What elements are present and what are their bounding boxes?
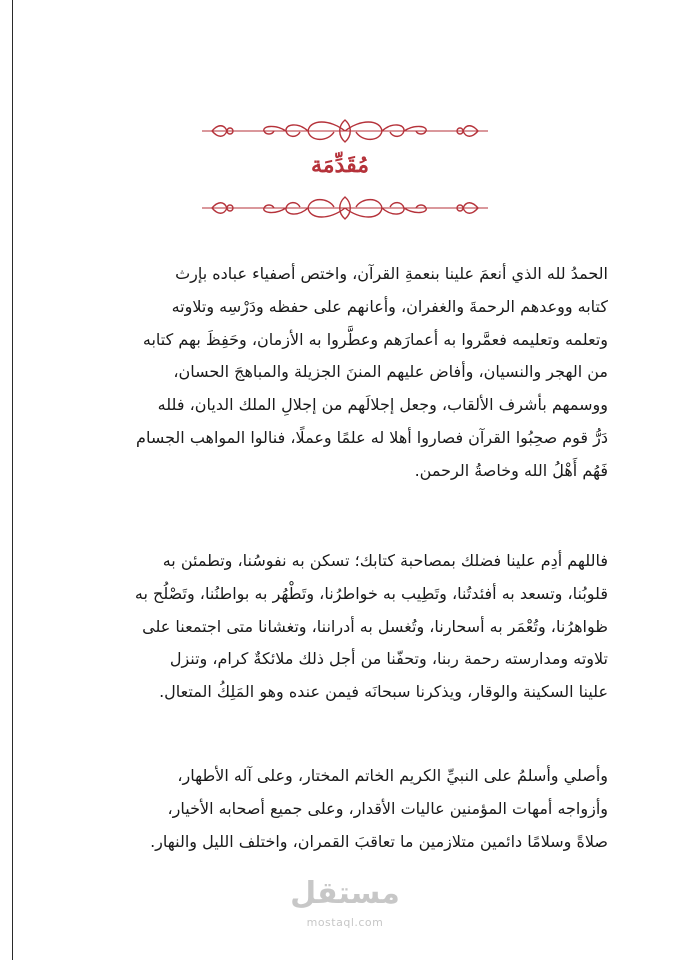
watermark-domain: mostaql.com	[306, 916, 384, 929]
watermark-logo	[290, 872, 400, 942]
bottom-ornament	[200, 193, 490, 223]
text-line: علينا السكينة والوقار، ويذكرنا سبحانَه فيمن عنده وهو المَلِكُ المتعال.	[159, 682, 608, 702]
text-line: تلاوته ومدارسته رحمة ربنا، وتحفّنا من أجل ذلك ملائكةٌ كرام، وتنزل	[169, 649, 608, 669]
watermark-logo-text: مستقل	[290, 876, 400, 911]
text-line: قلوبُنا، وتسعد به أفئدتُنا، وتَطِيب به خواطرُنا، وتَطْهُر به بواطنُنا، وتَصْلُح به	[134, 583, 608, 603]
page-title: مُقَدِّمَة	[310, 152, 370, 178]
page-edge-rule	[12, 0, 13, 960]
text-line: الحمدُ لله الذي أنعمَ علينا بنعمةِ القرآن، واختص أصفياء عباده بإرث	[175, 264, 608, 283]
text-line: فَهُم أَهْلُ الله وخاصةُ الرحمن.	[414, 460, 608, 480]
text-line: فاللهم أدِم علينا فضلك بمصاحبة كتابك؛ تسكن به نفوسُنا، وتطمئن به	[162, 551, 608, 570]
paragraph-3	[94, 760, 608, 858]
text-line: صلاةً وسلامًا دائمين متلازمين ما تعاقبَ القمران، واختلف الليل والنهار.	[150, 831, 608, 851]
text-line: ظواهرُنا، وتُعْمَر به أسحارنا، وتُغسل به أدراننا، وتغشانا متى اجتمعنا على	[142, 616, 608, 636]
text-line: وتعلمه وتعليمه فعمَّروا به أعمارَهم وعطَّروا به الأزمان، وحَفِظَ بهم كتابه	[142, 329, 608, 349]
paragraph-1	[94, 258, 608, 488]
text-line: دَرُّ قوم صحِبُوا القرآن فصاروا أهلا له علمًا وعملًا، فنالوا المواهب الجسام	[136, 427, 608, 447]
text-line: من الهجر والنسيان، وأفاض عليهم المننَ الجزيلة والمباهجَ الحسان،	[173, 362, 608, 382]
paragraph-2	[94, 545, 608, 709]
top-ornament	[200, 116, 490, 146]
text-line: وأزواجه أمهات المؤمنين عاليات الأقدار، وعلى جميع أصحابه الأخيار،	[167, 798, 608, 818]
text-line: ووسمهم بأشرف الألقاب، وجعل إجلالَهم من إجلالِ الملك الديان، فلله	[157, 395, 608, 415]
text-line: كتابه ووعدهم الرحمةَ والغفران، وأعانهم على حفظه ودَرْسِه وتلاوته	[171, 296, 608, 316]
text-line: وأصلي وأسلمُ على النبيِّ الكريم الخاتم المختار، وعلى آله الأطهار،	[177, 766, 608, 785]
